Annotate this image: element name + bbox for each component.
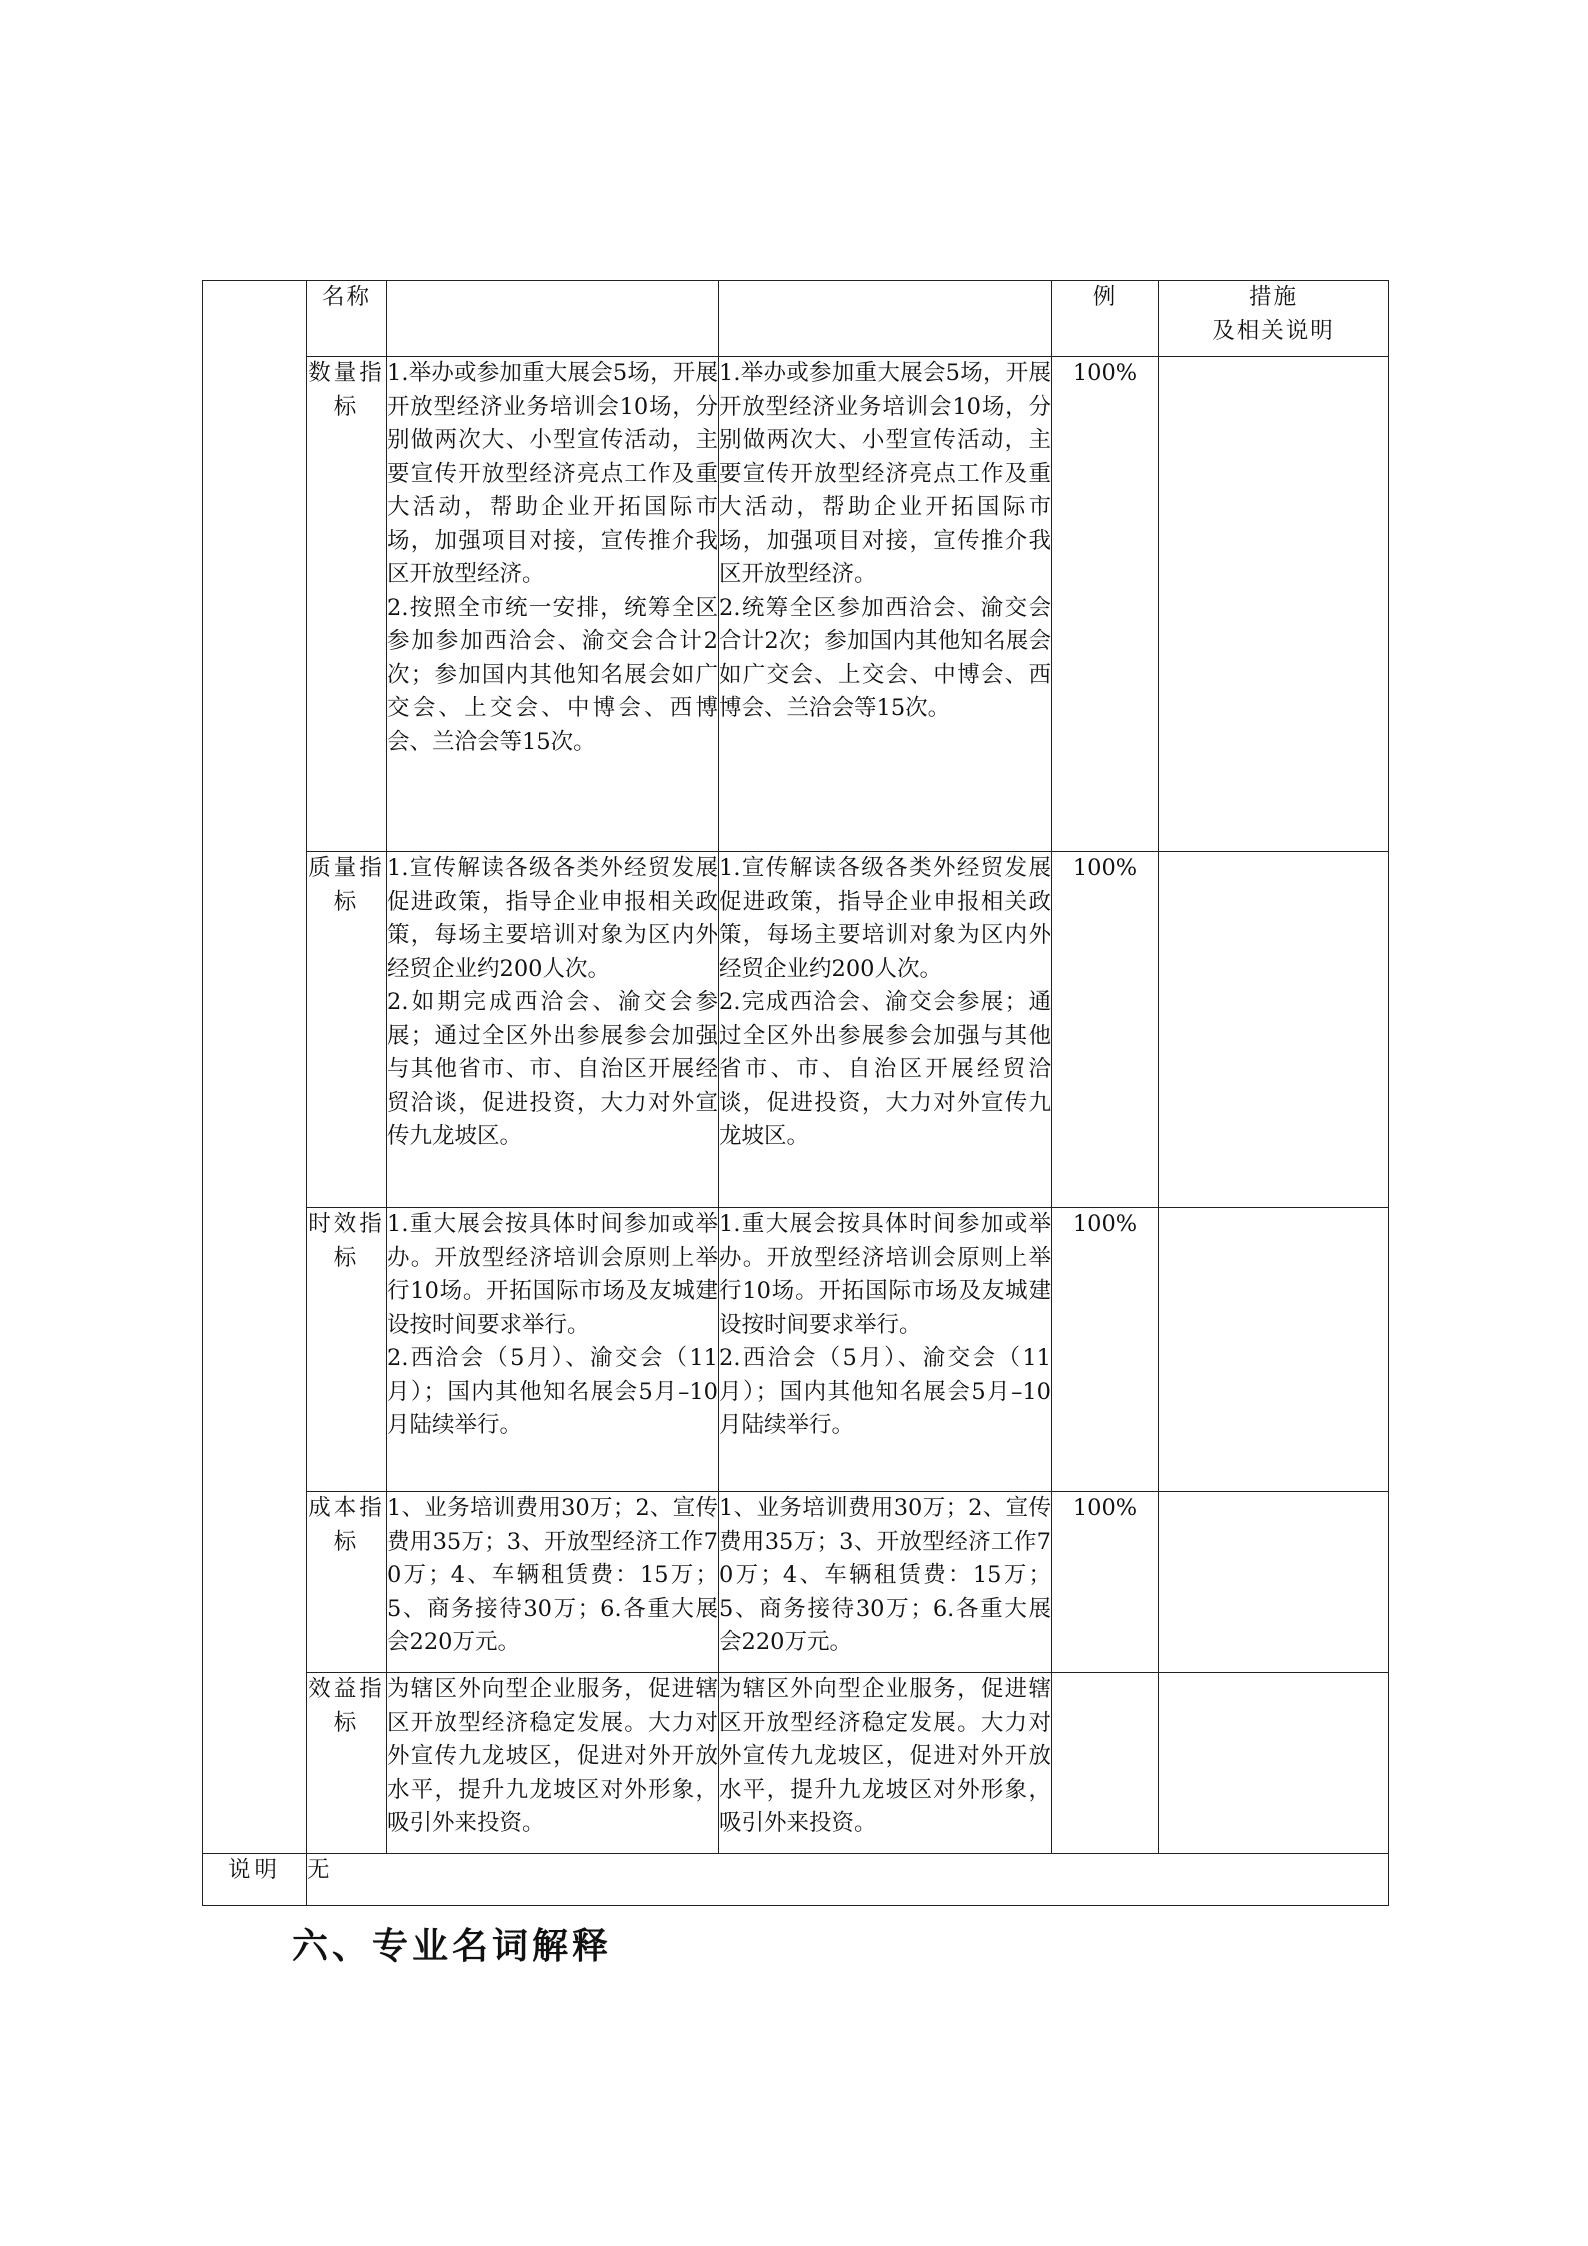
plan-paragraph: 1.举办或参加重大展会5场，开展开放型经济业务培训会10场，分别做两次大、小型宣传活动，主要宣传开放型经济亮点工作及重大活动，帮助企业开拓国际市场，加强项目对接，宣传推介我区开放型经济。 (387, 360, 718, 587)
header-indicator-name: 名称 (307, 281, 387, 357)
category-cell (203, 281, 307, 1854)
plan-paragraph: 1、业务培训费用30万；2、宣传费用35万；3、开放型经济工作70万；4、车辆租赁费：15万；5、商务接待30万；6.各重大展会220万元。 (387, 1495, 718, 1655)
measures-note (1159, 357, 1389, 852)
remark-label: 说明 (203, 1854, 307, 1906)
actual-paragraph: 1、业务培训费用30万；2、宣传费用35万；3、开放型经济工作70万；4、车辆租赁费：15万；5、商务接待30万；6.各重大展会220万元。 (719, 1495, 1051, 1655)
indicator-name: 数量指标 (307, 357, 387, 852)
actual-paragraph: 2.西洽会（5月）、渝交会（11月）；国内其他知名展会5月–10月陆续举行。 (719, 1345, 1051, 1438)
header-measures-line1: 措施 (1248, 284, 1298, 310)
table-row (203, 357, 1389, 852)
plan-paragraph: 1.宣传解读各级各类外经贸发展促进政策，指导企业申报相关政策，每场主要培训对象为区内外经贸企业约200人次。 (387, 855, 718, 982)
header-plan (387, 281, 719, 357)
table-row (203, 1673, 1389, 1854)
actual-paragraph: 2.统筹全区参加西洽会、渝交会合计2次；参加国内其他知名展会如广交会、上交会、中博会、西博会、兰洽会等15次。 (719, 594, 1051, 721)
plan-value (387, 852, 719, 1208)
plan-paragraph: 1.重大展会按具体时间参加或举办。开放型经济培训会原则上举行10场。开拓国际市场及友城建设按时间要求举行。 (387, 1211, 718, 1338)
actual-value (719, 357, 1052, 852)
remark-text: 无 (307, 1854, 1389, 1906)
plan-value (387, 1208, 719, 1492)
completion-ratio (1052, 1673, 1159, 1854)
actual-paragraph: 为辖区外向型企业服务，促进辖区开放型经济稳定发展。大力对外宣传九龙坡区，促进对外开放水平，提升九龙坡区对外形象，吸引外来投资。 (719, 1676, 1051, 1836)
table-footer-row (203, 1854, 1389, 1906)
performance-indicator-table (202, 280, 1389, 1906)
header-measures-line2: 及相关说明 (1212, 317, 1335, 344)
indicator-name: 效益指标 (307, 1673, 387, 1854)
completion-ratio: 100% (1052, 1492, 1159, 1673)
table-row (203, 1208, 1389, 1492)
plan-paragraph: 2.如期完成西洽会、渝交会参展；通过全区外出参展参会加强与其他省市、市、自治区开展经贸洽谈，促进投资，大力对外宣传九龙坡区。 (387, 989, 718, 1149)
measures-note (1159, 852, 1389, 1208)
table-row (203, 1492, 1389, 1673)
table-row (203, 852, 1389, 1208)
indicator-name: 时效指标 (307, 1208, 387, 1492)
actual-paragraph: 2.完成西洽会、渝交会参展；通过全区外出参展参会加强与其他省市、市、自治区开展经贸洽谈，促进投资，大力对外宣传九龙坡区。 (719, 989, 1051, 1149)
plan-value (387, 1673, 719, 1854)
measures-note (1159, 1492, 1389, 1673)
completion-ratio: 100% (1052, 1208, 1159, 1492)
actual-paragraph: 1.举办或参加重大展会5场，开展开放型经济业务培训会10场，分别做两次大、小型宣传活动，主要宣传开放型经济亮点工作及重大活动，帮助企业开拓国际市场，加强项目对接，宣传推介我区开放型经济。 (719, 360, 1051, 587)
measures-note (1159, 1208, 1389, 1492)
plan-value (387, 357, 719, 852)
plan-paragraph: 2.西洽会（5月）、渝交会（11月）；国内其他知名展会5月–10月陆续举行。 (387, 1345, 718, 1438)
indicator-name: 质量指标 (307, 852, 387, 1208)
completion-ratio: 100% (1052, 852, 1159, 1208)
header-actual (719, 281, 1052, 357)
actual-paragraph: 1.宣传解读各级各类外经贸发展促进政策，指导企业申报相关政策，每场主要培训对象为区内外经贸企业约200人次。 (719, 855, 1051, 982)
actual-value (719, 852, 1052, 1208)
actual-value (719, 1673, 1052, 1854)
actual-value (719, 1492, 1052, 1673)
plan-value (387, 1492, 719, 1673)
header-ratio: 例 (1052, 281, 1159, 357)
table-header-row (203, 281, 1389, 357)
actual-value (719, 1208, 1052, 1492)
plan-paragraph: 为辖区外向型企业服务，促进辖区开放型经济稳定发展。大力对外宣传九龙坡区，促进对外开放水平，提升九龙坡区对外形象，吸引外来投资。 (387, 1676, 718, 1836)
measures-note (1159, 1673, 1389, 1854)
actual-paragraph: 1.重大展会按具体时间参加或举办。开放型经济培训会原则上举行10场。开拓国际市场及友城建设按时间要求举行。 (719, 1211, 1051, 1338)
plan-paragraph: 2.按照全市统一安排，统筹全区参加参加西洽会、渝交会合计2次；参加国内其他知名展会如广交会、上交会、中博会、西博会、兰洽会等15次。 (387, 594, 718, 755)
completion-ratio: 100% (1052, 357, 1159, 852)
indicator-name: 成本指标 (307, 1492, 387, 1673)
section-heading: 六、专业名词解释 (292, 1926, 613, 1967)
header-measures (1159, 281, 1389, 357)
